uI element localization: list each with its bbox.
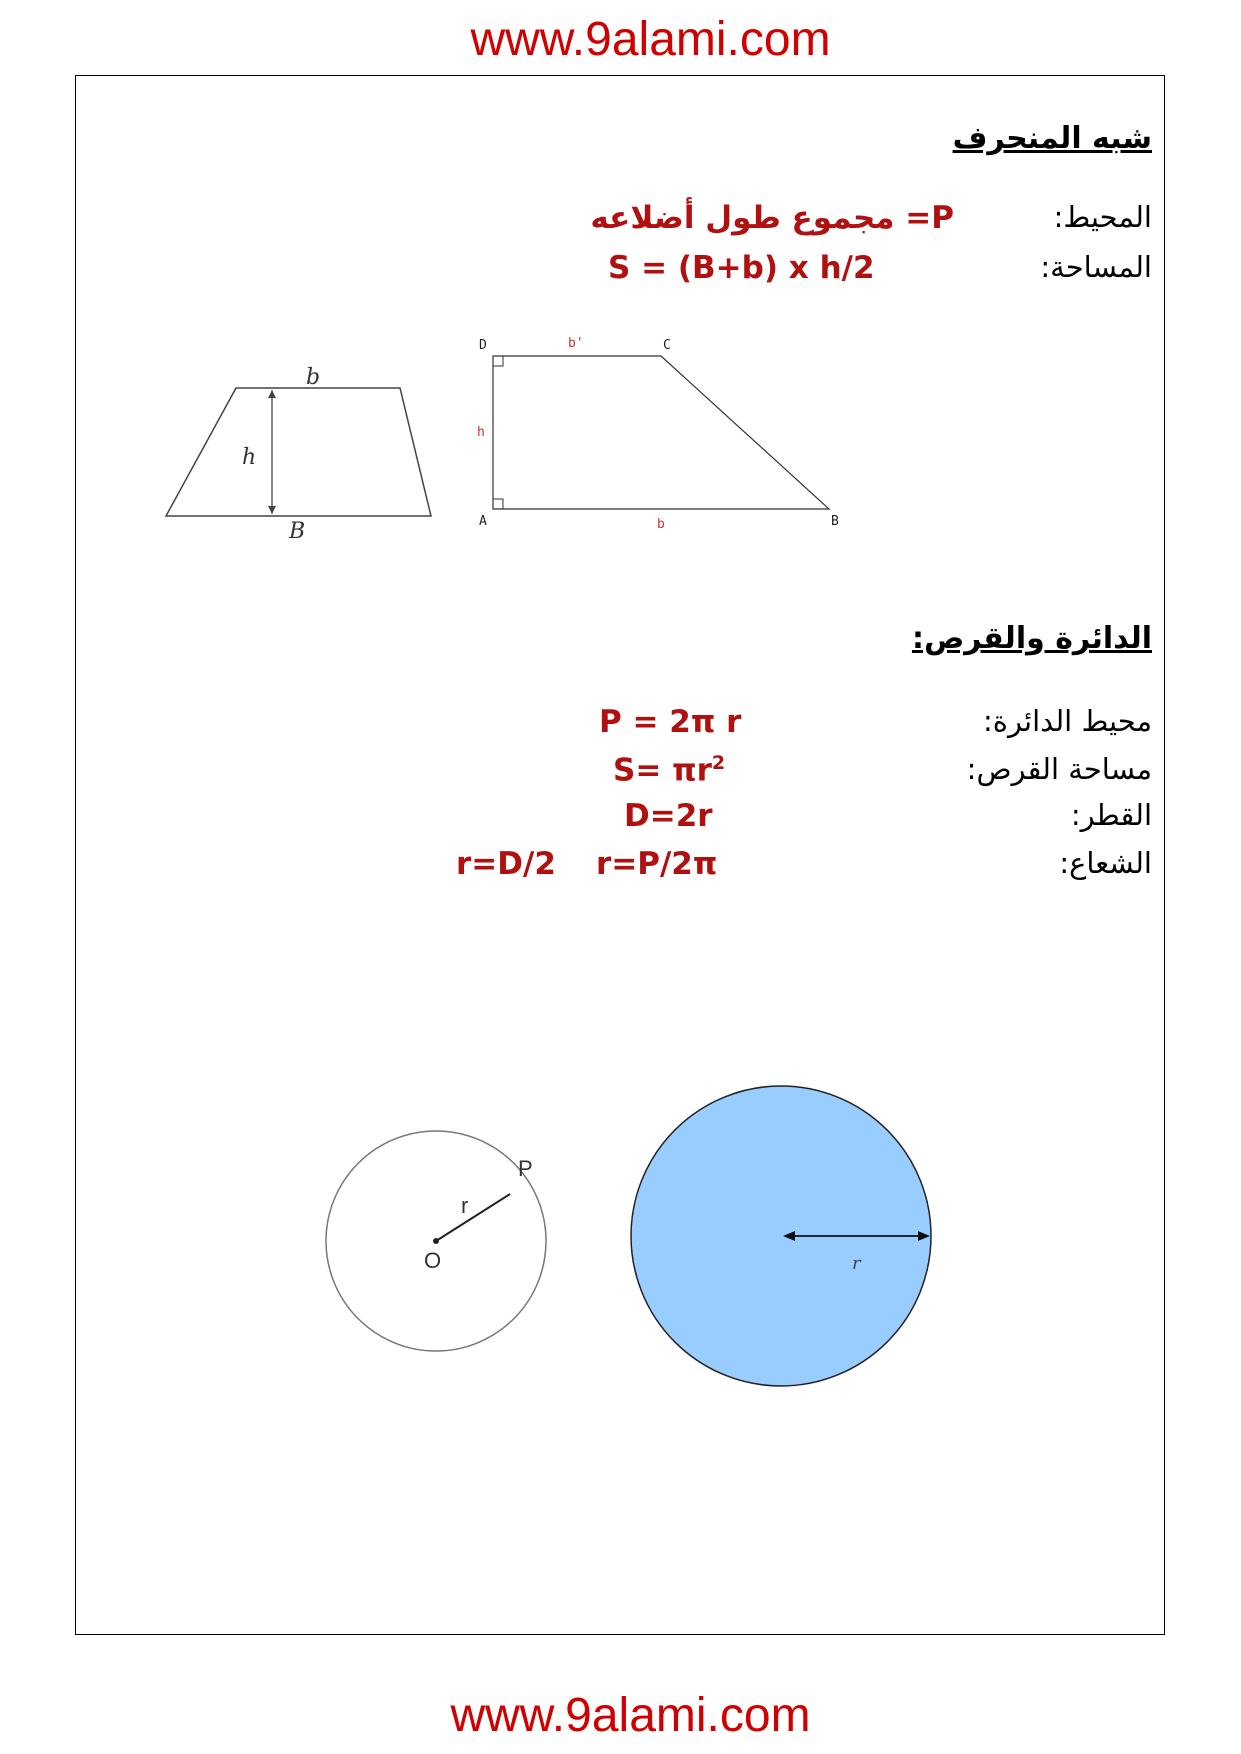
trapezoid-perimeter-label: المحيط: — [1053, 200, 1152, 234]
diameter-formula: D=2r — [624, 798, 713, 834]
disc-radius-label: r — [852, 1253, 861, 1274]
radius-label: الشعاع: — [1059, 846, 1152, 880]
trapezoid-top-label: b — [306, 365, 321, 390]
center-label: O — [424, 1248, 442, 1273]
height-label: h — [477, 425, 485, 440]
disc-figure — [626, 1081, 936, 1391]
trapezoid-figure — [166, 346, 456, 546]
circle-figure — [316, 1116, 586, 1346]
circle-title: الدائرة والقرص: — [911, 621, 1152, 656]
trapezoid-bottom-label: B — [289, 519, 306, 544]
exponent: 2 — [711, 752, 726, 774]
bottom-base-label: b — [657, 517, 665, 532]
radius-formula-2: r=P/2π — [596, 846, 718, 882]
trapezoid-shape — [166, 388, 431, 516]
disc-area-label: مساحة القرص: — [966, 752, 1152, 786]
trapezoid-height-label: h — [242, 445, 257, 470]
circle-radius-label: r — [461, 1193, 469, 1218]
radius-formula-1: r=D/2 — [456, 846, 556, 882]
point-label: P — [518, 1156, 533, 1181]
site-url-top: www.9alami.com — [470, 13, 831, 66]
site-url-bottom: www.9alami.com — [450, 1689, 811, 1742]
circle-perimeter-formula: P = 2π r — [599, 704, 742, 740]
center-point — [433, 1238, 439, 1244]
vertex-d-label: D — [479, 338, 487, 353]
diameter-label: القطر: — [1070, 798, 1152, 832]
trapezoid-area-label: المساحة: — [1040, 250, 1152, 284]
vertex-b-label: B — [831, 514, 839, 529]
circle-perimeter-label: محيط الدائرة: — [983, 704, 1152, 738]
vertex-a-label: A — [479, 514, 487, 529]
vertex-c-label: C — [663, 338, 671, 353]
trapezoid-perimeter-formula: P= مجموع طول أضلاعه — [590, 200, 954, 236]
trapezoid-title: شبه المنحرف — [952, 121, 1152, 156]
top-base-label: b' — [568, 336, 584, 351]
content-frame — [75, 75, 1165, 1635]
right-trapezoid-shape — [493, 356, 829, 509]
trapezoid-area-formula: S = (B+b) x h/2 — [608, 250, 875, 286]
right-trapezoid-figure — [471, 331, 851, 541]
disc-area-formula: $S= \pi r^2$ — [613, 752, 726, 789]
